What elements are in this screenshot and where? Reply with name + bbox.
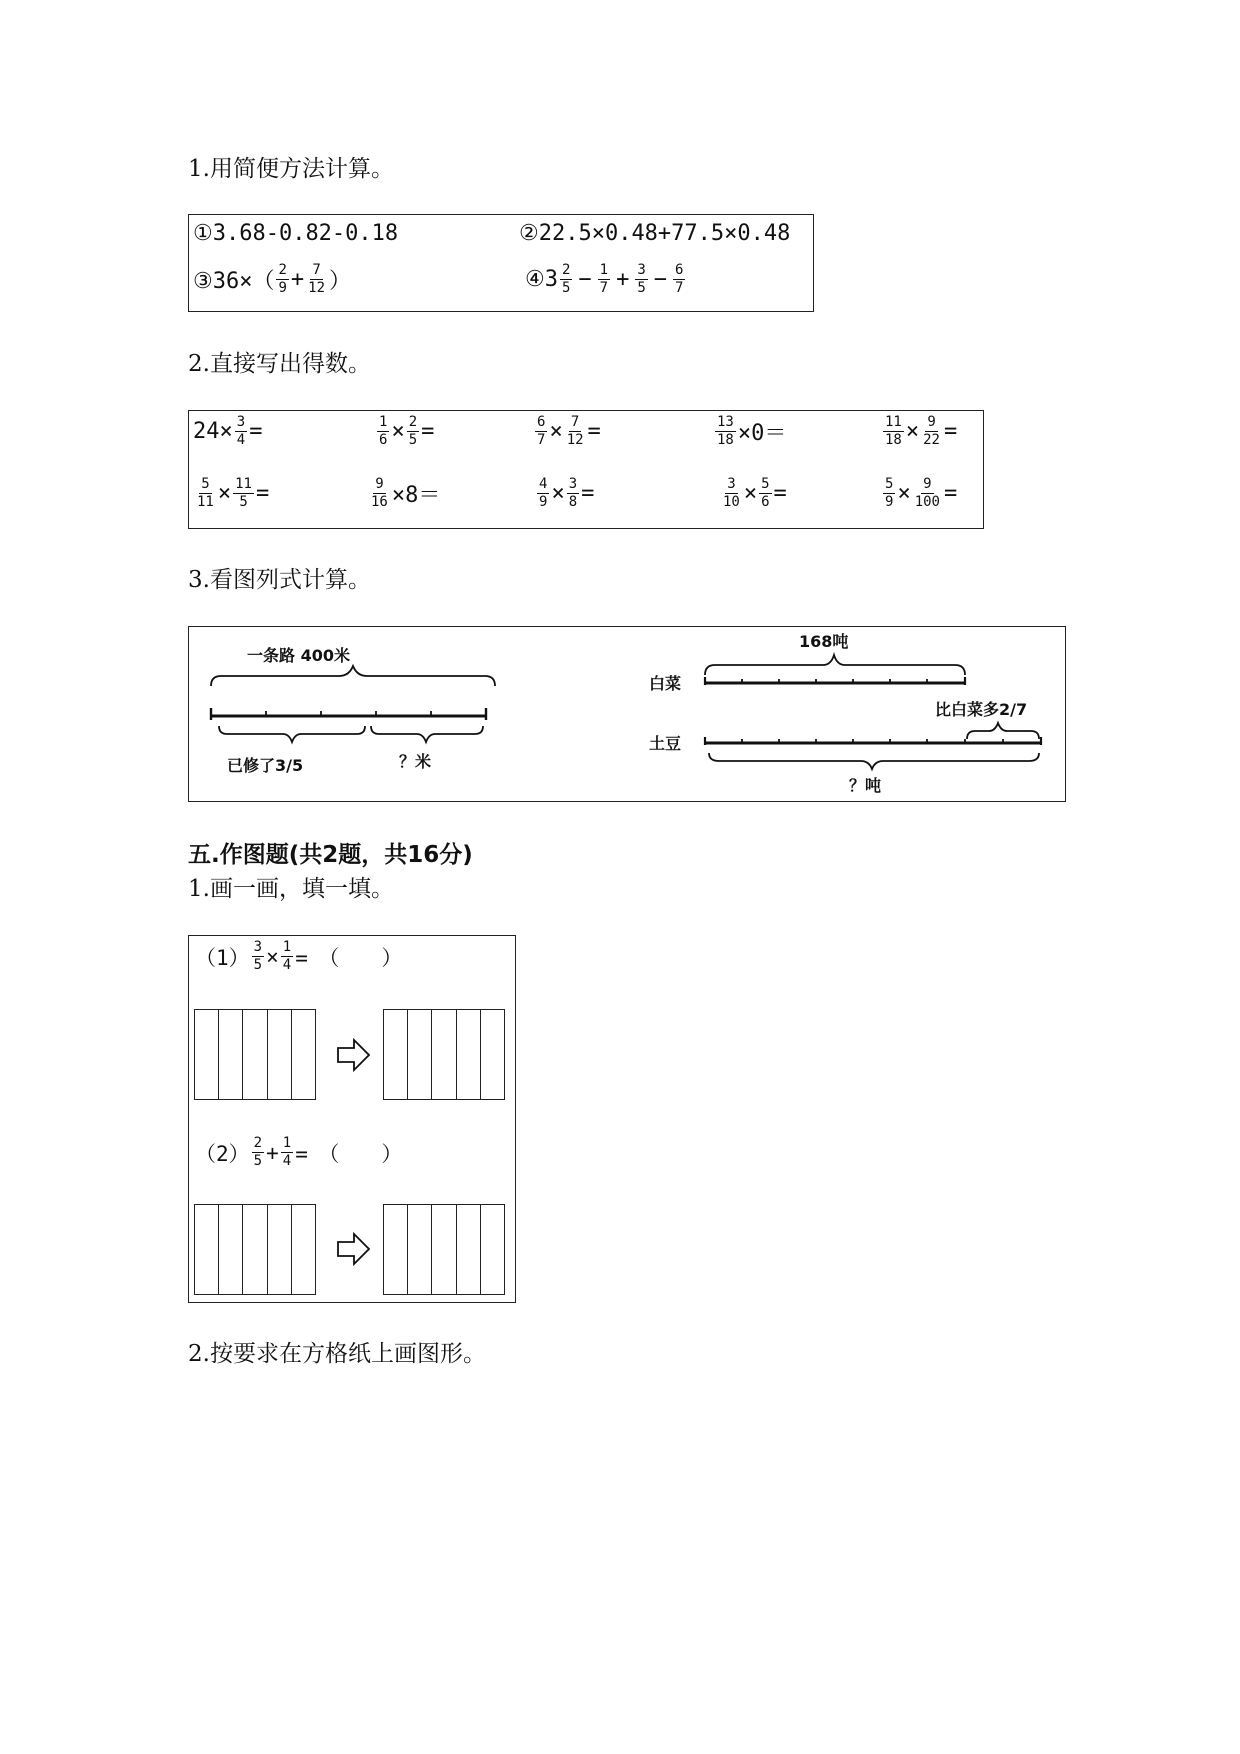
potato-label: 土豆 <box>649 734 682 753</box>
road-done-label: 已修了3/5 <box>227 756 304 775</box>
potato-unknown-label: ？吨 <box>849 776 882 795</box>
road-unknown-label: ？米 <box>399 752 432 771</box>
d1-box <box>188 935 516 1303</box>
bar-2-right <box>383 1204 505 1295</box>
q2-box <box>188 410 984 529</box>
bar-1-right <box>383 1009 505 1100</box>
q2-r2-c1: $\frac{5}{11}$ × $\frac{11}{5}$ = <box>197 476 270 510</box>
q2-r1-c4: $\frac{13}{18}$ ×0＝ <box>717 414 787 448</box>
q1-expr-1: ①3.68-0.82-0.18 <box>193 221 399 246</box>
road-total-label: 一条路 400米 <box>247 646 350 665</box>
q2-r2-c2: $\frac{9}{16}$ ×8＝ <box>371 476 441 510</box>
potato-total-brace <box>709 753 1039 769</box>
q2-r1-c3: $\frac{6}{7}$ × $\frac{7}{12}$ = <box>537 414 601 448</box>
cabbage-label: 白菜 <box>649 674 682 693</box>
arrow-right-icon <box>336 1232 372 1266</box>
q2-r2-c4: $\frac{3}{10}$ × $\frac{5}{6}$ = <box>723 476 787 510</box>
bar-2-left <box>194 1204 316 1295</box>
q2-r1-c2: $\frac{1}{6}$ × $\frac{2}{5}$ = <box>379 414 435 448</box>
road-done-brace <box>219 726 365 742</box>
q1-title: 1.用简便方法计算。 <box>188 156 394 182</box>
road-total-brace <box>211 666 495 686</box>
q1-expr-2: ②22.5×0.48+77.5×0.48 <box>519 221 791 246</box>
arrow-right-icon <box>336 1038 372 1072</box>
d2-title: 2.按要求在方格纸上画图形。 <box>188 1341 486 1367</box>
q2-title: 2.直接写出得数。 <box>188 351 371 377</box>
q3-title: 3.看图列式计算。 <box>188 567 371 593</box>
bar-1-left <box>194 1009 316 1100</box>
q3-box <box>188 626 1066 802</box>
q2-r2-c5: $\frac{5}{9}$ × $\frac{9}{100}$ = <box>885 476 958 510</box>
q2-r1-c1: 24× $\frac{3}{4}$ = <box>193 414 263 448</box>
q2-r1-c5: $\frac{11}{18}$ × $\frac{9}{22}$ = <box>885 414 958 448</box>
section-5-heading: 五.作图题(共2题，共16分) <box>188 842 473 868</box>
d1-expr-2: （2） $\frac{2}{5}$ + $\frac{1}{4}$ = （ ） <box>195 1135 403 1169</box>
q1-box <box>188 214 814 312</box>
more-label: 比白菜多2/7 <box>935 700 1028 719</box>
cabbage-weight-label: 168吨 <box>799 632 849 651</box>
q1-expr-3: ③36×（ $\frac{2}{9}$ + $\frac{7}{12}$ ） <box>193 262 352 296</box>
q1-expr-4: ④3 $\frac{2}{5}$ − $\frac{1}{7}$ + $\frac{3}{5}$ − $\frac{6}{7}$ <box>525 262 684 296</box>
d1-expr-1: （1） $\frac{3}{5}$ × $\frac{1}{4}$ = （ ） <box>195 939 403 973</box>
potato-extra-brace <box>967 723 1039 739</box>
d1-title: 1.画一画，填一填。 <box>188 876 394 902</box>
road-rest-brace <box>371 726 483 742</box>
q2-r2-c3: $\frac{4}{9}$ × $\frac{3}{8}$ = <box>539 476 595 510</box>
cabbage-brace <box>705 655 965 675</box>
